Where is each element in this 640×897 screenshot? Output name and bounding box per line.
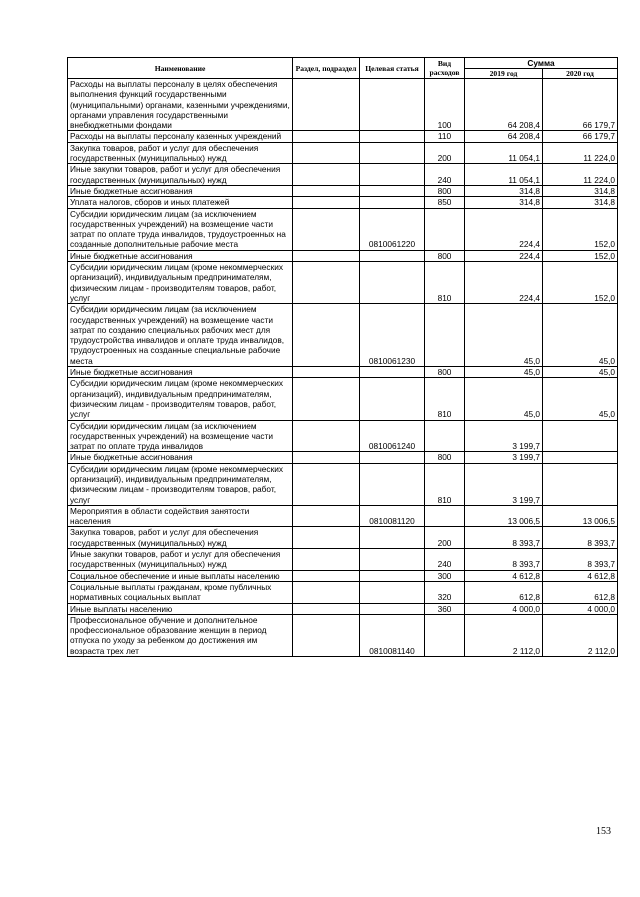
cell-type: 300: [425, 570, 465, 581]
cell-section: [293, 527, 360, 549]
cell-target: [360, 79, 425, 131]
cell-2020: 8 393,7: [543, 549, 618, 571]
cell-2019: 224,4: [465, 262, 543, 304]
cell-target: [360, 463, 425, 505]
cell-target: [360, 262, 425, 304]
cell-section: [293, 250, 360, 261]
cell-section: [293, 581, 360, 603]
cell-type: 110: [425, 131, 465, 142]
cell-2019: 11 054,1: [465, 142, 543, 164]
cell-2019: 3 199,7: [465, 420, 543, 452]
table-row: [68, 603, 618, 614]
cell-2019: 8 393,7: [465, 527, 543, 549]
cell-type: 810: [425, 262, 465, 304]
cell-section: [293, 367, 360, 378]
cell-name: Иные бюджетные ассигнования: [68, 367, 293, 378]
cell-2019: 2 112,0: [465, 614, 543, 656]
table-row: [68, 527, 618, 549]
cell-2020: 11 224,0: [543, 164, 618, 186]
table-row: [68, 570, 618, 581]
table-row: [68, 378, 618, 420]
cell-name: Расходы на выплаты персоналу казенных учреждений: [68, 131, 293, 142]
cell-target: [360, 378, 425, 420]
cell-section: [293, 570, 360, 581]
cell-target: [360, 603, 425, 614]
cell-target: [360, 367, 425, 378]
cell-name: Закупка товаров, работ и услуг для обеспечения государственных (муниципальных) нужд: [68, 527, 293, 549]
cell-2020: 314,8: [543, 185, 618, 196]
cell-2019: 45,0: [465, 304, 543, 367]
header-target: Целевая статья: [360, 58, 425, 79]
cell-type: [425, 614, 465, 656]
budget-table: [67, 57, 618, 657]
cell-target: [360, 527, 425, 549]
header-sum: Сумма: [465, 58, 618, 69]
cell-target: 0810061220: [360, 208, 425, 250]
page-number: 153: [596, 826, 611, 837]
cell-type: 800: [425, 250, 465, 261]
cell-2020: 66 179,7: [543, 131, 618, 142]
table-row: [68, 452, 618, 463]
cell-2020: 152,0: [543, 262, 618, 304]
cell-type: 800: [425, 185, 465, 196]
table-row: [68, 420, 618, 452]
cell-name: Иные выплаты населению: [68, 603, 293, 614]
cell-name: Иные закупки товаров, работ и услуг для обеспечения государственных (муниципальных) нужд: [68, 164, 293, 186]
cell-section: [293, 142, 360, 164]
cell-type: 800: [425, 367, 465, 378]
cell-name: Субсидии юридическим лицам (за исключением государственных учреждений) на возмещение части затрат по оплате труда инвалидов, трудоустроенных на созданные дополнительные рабочие места: [68, 208, 293, 250]
cell-2020: [543, 420, 618, 452]
cell-name: Субсидии юридическим лицам (кроме некоммерческих организаций), индивидуальным предпринимателям, физическим лицам - производителям товаров, работ, услуг: [68, 463, 293, 505]
cell-2020: 8 393,7: [543, 527, 618, 549]
table-row: [68, 463, 618, 505]
cell-section: [293, 452, 360, 463]
cell-name: Профессиональное обучение и дополнительное профессиональное образование женщин в период отпуска по уходу за ребенком до достижения им возраста трех лет: [68, 614, 293, 656]
cell-2020: 45,0: [543, 367, 618, 378]
cell-target: 0810081140: [360, 614, 425, 656]
table-row: [68, 250, 618, 261]
cell-target: 0810081120: [360, 505, 425, 527]
table-row: [68, 262, 618, 304]
cell-type: 320: [425, 581, 465, 603]
header-year-2019: 2019 год: [465, 69, 543, 79]
cell-type: 240: [425, 164, 465, 186]
table-row: [68, 505, 618, 527]
cell-2020: 13 006,5: [543, 505, 618, 527]
cell-type: [425, 420, 465, 452]
cell-2020: 2 112,0: [543, 614, 618, 656]
cell-2020: 612,8: [543, 581, 618, 603]
cell-name: Социальное обеспечение и иные выплаты населению: [68, 570, 293, 581]
cell-2020: 152,0: [543, 208, 618, 250]
cell-section: [293, 164, 360, 186]
cell-target: [360, 570, 425, 581]
cell-name: Субсидии юридическим лицам (за исключением государственных учреждений) на возмещение части затрат по оплате труда инвалидов: [68, 420, 293, 452]
table-row: [68, 79, 618, 131]
cell-target: [360, 581, 425, 603]
cell-section: [293, 603, 360, 614]
cell-2020: 4 612,8: [543, 570, 618, 581]
cell-2019: 64 208,4: [465, 131, 543, 142]
cell-2020: 152,0: [543, 250, 618, 261]
cell-2019: 224,4: [465, 208, 543, 250]
cell-2019: 314,8: [465, 197, 543, 208]
cell-section: [293, 549, 360, 571]
cell-name: Социальные выплаты гражданам, кроме публичных нормативных социальных выплат: [68, 581, 293, 603]
cell-2020: [543, 452, 618, 463]
cell-section: [293, 262, 360, 304]
cell-2020: 66 179,7: [543, 79, 618, 131]
cell-name: Субсидии юридическим лицам (кроме некоммерческих организаций), индивидуальным предпринимателям, физическим лицам - производителям товаров, работ, услуг: [68, 378, 293, 420]
cell-type: 810: [425, 463, 465, 505]
table-row: [68, 142, 618, 164]
cell-name: Иные закупки товаров, работ и услуг для обеспечения государственных (муниципальных) нужд: [68, 549, 293, 571]
cell-target: [360, 250, 425, 261]
cell-name: Закупка товаров, работ и услуг для обеспечения государственных (муниципальных) нужд: [68, 142, 293, 164]
cell-type: [425, 208, 465, 250]
cell-2019: 13 006,5: [465, 505, 543, 527]
cell-2019: 4 612,8: [465, 570, 543, 581]
cell-type: [425, 505, 465, 527]
cell-type: 850: [425, 197, 465, 208]
cell-2019: 8 393,7: [465, 549, 543, 571]
cell-target: [360, 142, 425, 164]
header-section: Раздел, подраздел: [293, 58, 360, 79]
cell-section: [293, 131, 360, 142]
cell-type: 810: [425, 378, 465, 420]
table-row: [68, 164, 618, 186]
cell-name: Мероприятия в области содействия занятости населения: [68, 505, 293, 527]
cell-2019: 45,0: [465, 367, 543, 378]
cell-section: [293, 208, 360, 250]
table-row: [68, 185, 618, 196]
header-type: Вид расходов: [425, 58, 465, 79]
cell-2019: 45,0: [465, 378, 543, 420]
cell-target: [360, 549, 425, 571]
cell-name: Расходы на выплаты персоналу в целях обеспечения выполнения функций государственными (муниципальными) органами, казенными учреждениями, органами управления государственными внебюджетными фондами: [68, 79, 293, 131]
table-row: [68, 581, 618, 603]
cell-name: Уплата налогов, сборов и иных платежей: [68, 197, 293, 208]
cell-name: Субсидии юридическим лицам (за исключением государственных учреждений) на возмещение части затрат по созданию специальных рабочих мест для трудоустройства инвалидов и оплате труда инвалидов, трудоустроенных на созданные специальные рабочие места: [68, 304, 293, 367]
cell-section: [293, 614, 360, 656]
cell-section: [293, 505, 360, 527]
header-name: Наименование: [68, 58, 293, 79]
header-year-2020: 2020 год: [543, 69, 618, 79]
cell-target: [360, 164, 425, 186]
cell-section: [293, 185, 360, 196]
cell-section: [293, 463, 360, 505]
table-header: [68, 58, 618, 79]
cell-2019: 3 199,7: [465, 463, 543, 505]
cell-2019: 224,4: [465, 250, 543, 261]
cell-2019: 64 208,4: [465, 79, 543, 131]
cell-2019: 3 199,7: [465, 452, 543, 463]
cell-section: [293, 420, 360, 452]
cell-2019: 4 000,0: [465, 603, 543, 614]
cell-target: 0810061240: [360, 420, 425, 452]
cell-type: 800: [425, 452, 465, 463]
cell-2020: [543, 463, 618, 505]
table-row: [68, 367, 618, 378]
cell-2020: 4 000,0: [543, 603, 618, 614]
cell-name: Иные бюджетные ассигнования: [68, 452, 293, 463]
cell-section: [293, 197, 360, 208]
cell-type: [425, 304, 465, 367]
cell-target: [360, 197, 425, 208]
cell-2019: 314,8: [465, 185, 543, 196]
table-body: [68, 79, 618, 657]
cell-name: Иные бюджетные ассигнования: [68, 250, 293, 261]
cell-section: [293, 304, 360, 367]
cell-section: [293, 378, 360, 420]
table-row: [68, 304, 618, 367]
cell-type: 200: [425, 142, 465, 164]
cell-2020: 45,0: [543, 304, 618, 367]
table-row: [68, 614, 618, 656]
cell-type: 360: [425, 603, 465, 614]
table-row: [68, 208, 618, 250]
cell-name: Субсидии юридическим лицам (кроме некоммерческих организаций), индивидуальным предпринимателям, физическим лицам - производителям товаров, работ, услуг: [68, 262, 293, 304]
cell-name: Иные бюджетные ассигнования: [68, 185, 293, 196]
cell-target: 0810061230: [360, 304, 425, 367]
cell-2019: 11 054,1: [465, 164, 543, 186]
cell-target: [360, 185, 425, 196]
table-row: [68, 131, 618, 142]
cell-type: 200: [425, 527, 465, 549]
cell-2020: 45,0: [543, 378, 618, 420]
cell-target: [360, 131, 425, 142]
cell-section: [293, 79, 360, 131]
cell-target: [360, 452, 425, 463]
cell-2020: 11 224,0: [543, 142, 618, 164]
cell-type: 240: [425, 549, 465, 571]
cell-2019: 612,8: [465, 581, 543, 603]
table-row: [68, 549, 618, 571]
table-row: [68, 197, 618, 208]
cell-2020: 314,8: [543, 197, 618, 208]
cell-type: 100: [425, 79, 465, 131]
